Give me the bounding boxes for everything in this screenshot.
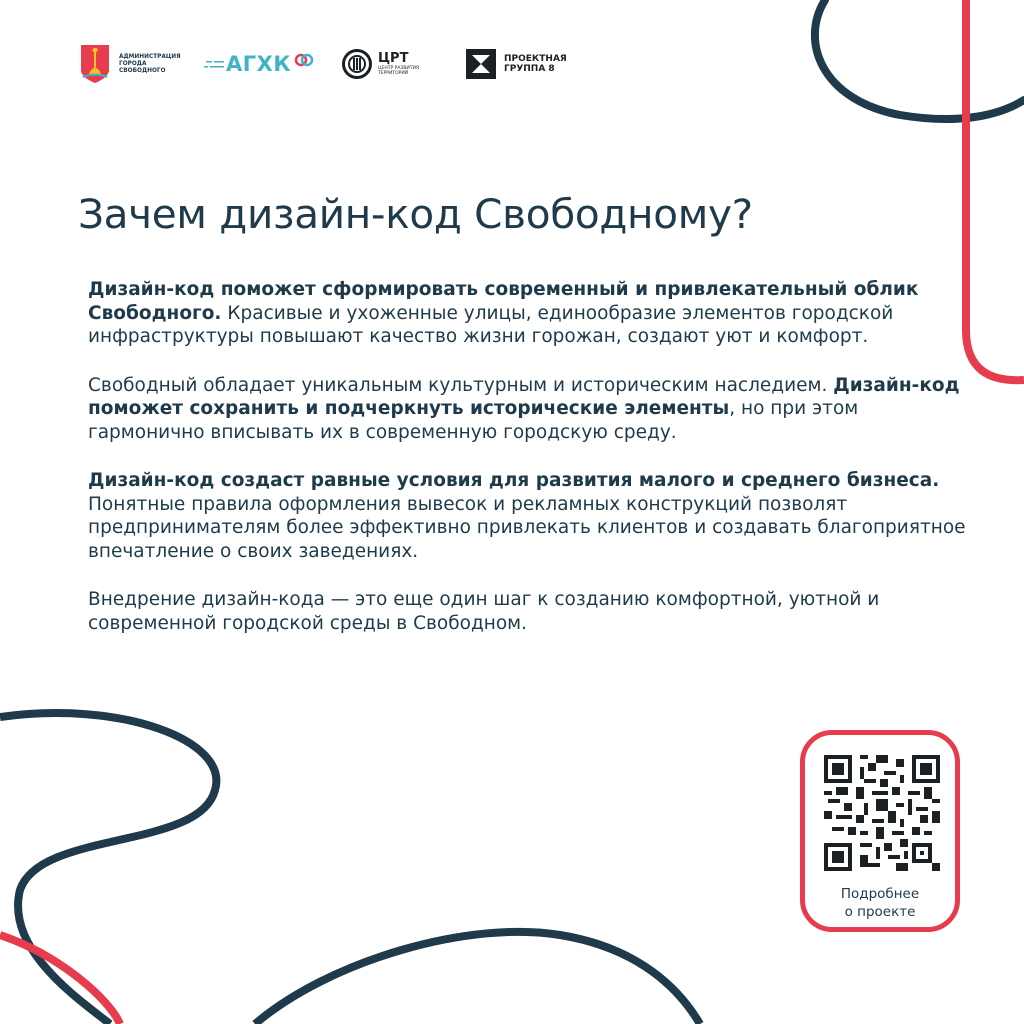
- qr-code-icon[interactable]: [824, 755, 940, 871]
- crt-emblem-icon: [342, 49, 372, 79]
- partner-logos: [80, 42, 580, 86]
- crt-logo-subtitle: ЦЕНТР РАЗВИТИЯ ТЕРРИТОРИЙ: [378, 66, 419, 76]
- navy-curve-top-right: [815, 0, 1024, 119]
- body-text: [88, 278, 968, 660]
- navy-curve-bottom-center: [255, 932, 700, 1024]
- page-title: Зачем дизайн-код Свободному?: [78, 190, 753, 238]
- qr-label-line1: Подробнее: [840, 886, 920, 902]
- paragraph-1-text: Красивые и ухоженные улицы, единообразие элементов городской инфраструктуры повышают качество жизни горожан, создают уют и комфорт.: [88, 302, 894, 347]
- dash-lines-icon: [204, 57, 226, 71]
- paragraph-2-text: , но при этом гармонично вписывать их в современную городскую среду.: [88, 398, 859, 443]
- logo-administration: [80, 42, 191, 86]
- qr-label: [805, 885, 955, 921]
- paragraph-2-pre: Свободный обладает уникальным культурным и историческим наследием.: [88, 374, 834, 396]
- navy-curve-bottom-left: [0, 713, 216, 1024]
- logo-project-group: [466, 42, 584, 86]
- administration-logo-text: АДМИНИСТРАЦИЯ ГОРОДА СВОБОДНОГО: [119, 53, 181, 74]
- crt-logo-title: ЦРТ: [378, 51, 409, 66]
- paragraph-3-bold: Дизайн-код создаст равные условия для развития малого и среднего бизнеса.: [88, 470, 940, 491]
- red-curve-top-right: [966, 0, 1024, 380]
- paragraph-2-bold: Дизайн-код поможет сохранить и подчеркнуть исторические элементы: [88, 374, 960, 419]
- paragraph-3: [88, 469, 968, 563]
- qr-label-line2: о проекте: [844, 904, 916, 920]
- paragraph-1: [88, 278, 968, 349]
- agxk-logo-text: АГХК: [226, 52, 291, 76]
- paragraph-3-text: Понятные правила оформления вывесок и рекламных конструкций позволят предпринимателям более эффективно привлекать клиентов и создавать благоприятное впечатление о своих заведениях.: [88, 493, 966, 562]
- logo-crt: [342, 42, 426, 86]
- paragraph-2: [88, 374, 968, 445]
- rings-icon: [293, 49, 315, 71]
- paragraph-1-bold: Дизайн-код поможет сформировать современный и привлекательный облик Свободного.: [88, 279, 919, 324]
- paragraph-4-text: Внедрение дизайн-кода — это еще один шаг к созданию комфортной, уютной и современной городской среды в Свободном.: [88, 589, 880, 634]
- hourglass-icon: [466, 49, 496, 79]
- logo-agxk: [204, 42, 315, 86]
- paragraph-4: [88, 588, 968, 635]
- project-group-logo-text: ПРОЕКТНАЯ ГРУППА 8: [504, 54, 567, 74]
- qr-card[interactable]: [800, 730, 960, 932]
- city-crest-icon: [80, 44, 110, 84]
